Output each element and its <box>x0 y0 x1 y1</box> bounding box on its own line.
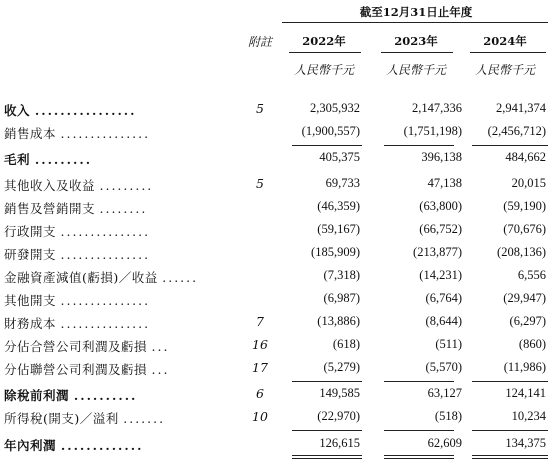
value-2024: (59,190) <box>503 199 546 213</box>
total-double-rule-2023-a <box>384 455 454 456</box>
value-2024: (11,986) <box>503 360 546 374</box>
value-2022: 405,375 <box>319 150 360 164</box>
row-note: 17 <box>252 360 268 375</box>
value-2023: (14,231) <box>419 268 462 282</box>
row-label: 銷售及營銷開支 ........ <box>4 201 148 216</box>
row-label: 金融資產減值(虧損)／收益 ...... <box>4 270 199 285</box>
row-note: 5 <box>256 176 264 191</box>
profit-rule-2023 <box>384 430 454 431</box>
row-label: 分佔聯營公司利潤及虧損 ... <box>4 362 170 377</box>
value-2024: 134,375 <box>505 436 546 450</box>
year-2023-header: 2023年 <box>394 34 438 48</box>
pbt-rule-2024 <box>472 381 548 382</box>
period-header: 截至12月31日止年度 <box>359 5 473 19</box>
row-revenue <box>0 101 550 123</box>
row-gross-profit <box>0 150 550 172</box>
value-2022: (46,359) <box>317 199 360 213</box>
row-note: 5 <box>256 101 264 116</box>
value-2024: (70,676) <box>503 222 546 236</box>
row-cost-of-sales <box>0 124 550 146</box>
value-2023: (1,751,198) <box>403 124 462 138</box>
value-2022: (5,279) <box>323 360 360 374</box>
year-2024-header: 2024年 <box>483 34 527 48</box>
value-2024: 124,141 <box>505 386 546 400</box>
row-selling-expenses <box>0 199 550 221</box>
value-2022: (22,970) <box>317 409 360 423</box>
value-2023: (63,800) <box>419 199 462 213</box>
pbt-rule-2022 <box>292 381 362 382</box>
row-income-tax <box>0 409 550 431</box>
value-2024: (208,136) <box>497 245 546 259</box>
row-note: 10 <box>252 409 268 424</box>
value-2022: (6,987) <box>323 291 360 305</box>
row-share-jv <box>0 337 550 359</box>
row-label: 其他收入及收益 ......... <box>4 178 154 193</box>
value-2023: (6,764) <box>425 291 462 305</box>
row-label: 收入 ................ <box>4 103 137 118</box>
value-2023: (213,877) <box>413 245 462 259</box>
value-2024: (2,456,712) <box>487 124 546 138</box>
unit-2022: 人民幣千元 <box>293 63 354 77</box>
row-finance-costs <box>0 314 550 336</box>
subtotal-rule-2023 <box>384 145 454 146</box>
total-double-rule-2023-b <box>384 458 454 459</box>
profit-rule-2022 <box>292 430 362 431</box>
total-double-rule-2024-a <box>472 455 548 456</box>
profit-rule-2024 <box>472 430 548 431</box>
row-note: 6 <box>256 386 264 401</box>
value-2024: 484,662 <box>505 150 546 164</box>
period-header-rule <box>282 22 548 23</box>
year-2022-header: 2022年 <box>302 34 346 48</box>
value-2023: 62,609 <box>427 436 462 450</box>
row-note: 7 <box>256 314 264 329</box>
value-2022: (185,909) <box>311 245 360 259</box>
row-other-expenses <box>0 291 550 313</box>
value-2024: (29,947) <box>503 291 546 305</box>
value-2023: 63,127 <box>427 386 462 400</box>
row-label: 年內利潤 ............. <box>4 438 144 453</box>
row-label: 銷售成本 ............... <box>4 126 151 141</box>
value-2022: 126,615 <box>319 436 360 450</box>
value-2022: 2,305,932 <box>310 101 360 115</box>
year-2024-rule <box>470 52 546 53</box>
value-2024: (6,297) <box>509 314 546 328</box>
value-2023: (511) <box>435 337 462 351</box>
value-2023: (518) <box>434 409 462 423</box>
row-label: 研發開支 ............... <box>4 247 151 262</box>
row-label: 分佔合營公司利潤及虧損 ... <box>4 339 170 354</box>
total-double-rule-2022-b <box>292 458 362 459</box>
year-2022-rule <box>289 52 361 53</box>
value-2023: (5,570) <box>425 360 462 374</box>
value-2023: 47,138 <box>427 176 462 190</box>
value-2023: (8,644) <box>425 314 462 328</box>
unit-2023: 人民幣千元 <box>385 63 446 77</box>
year-2023-rule <box>381 52 453 53</box>
row-admin-expenses <box>0 222 550 244</box>
subtotal-rule-2024 <box>472 145 548 146</box>
row-rnd-expenses <box>0 245 550 267</box>
value-2024: 20,015 <box>511 176 546 190</box>
value-2023: 2,147,336 <box>412 101 462 115</box>
value-2024: (860) <box>518 337 546 351</box>
row-impairment <box>0 268 550 290</box>
row-label: 除稅前利潤 .......... <box>4 388 138 403</box>
row-note: 16 <box>252 337 268 352</box>
value-2024: 6,556 <box>517 268 546 282</box>
row-share-associates <box>0 360 550 382</box>
value-2022: (1,900,557) <box>301 124 360 138</box>
value-2024: 10,234 <box>511 409 546 423</box>
row-label: 所得稅(開支)／溢利 ....... <box>4 411 166 426</box>
total-double-rule-2024-b <box>472 458 548 459</box>
value-2023: 396,138 <box>421 150 462 164</box>
value-2024: 2,941,374 <box>496 101 546 115</box>
value-2022: 69,733 <box>325 176 360 190</box>
note-column-header: 附註 <box>247 35 272 49</box>
row-other-income <box>0 176 550 198</box>
value-2022: (59,167) <box>317 222 360 236</box>
value-2023: (66,752) <box>419 222 462 236</box>
row-label: 毛利 ......... <box>4 152 93 167</box>
row-label: 財務成本 ............... <box>4 316 151 331</box>
value-2022: (7,318) <box>323 268 360 282</box>
row-label: 其他開支 ............... <box>4 293 151 308</box>
value-2022: (618) <box>332 337 360 351</box>
pbt-rule-2023 <box>384 381 454 382</box>
value-2022: (13,886) <box>317 314 360 328</box>
row-profit-before-tax <box>0 386 550 408</box>
total-double-rule-2022-a <box>292 455 362 456</box>
subtotal-rule-2022 <box>292 145 362 146</box>
row-profit-for-year <box>0 436 550 458</box>
value-2022: 149,585 <box>319 386 360 400</box>
row-label: 行政開支 ............... <box>4 224 151 239</box>
unit-2024: 人民幣千元 <box>474 63 535 77</box>
